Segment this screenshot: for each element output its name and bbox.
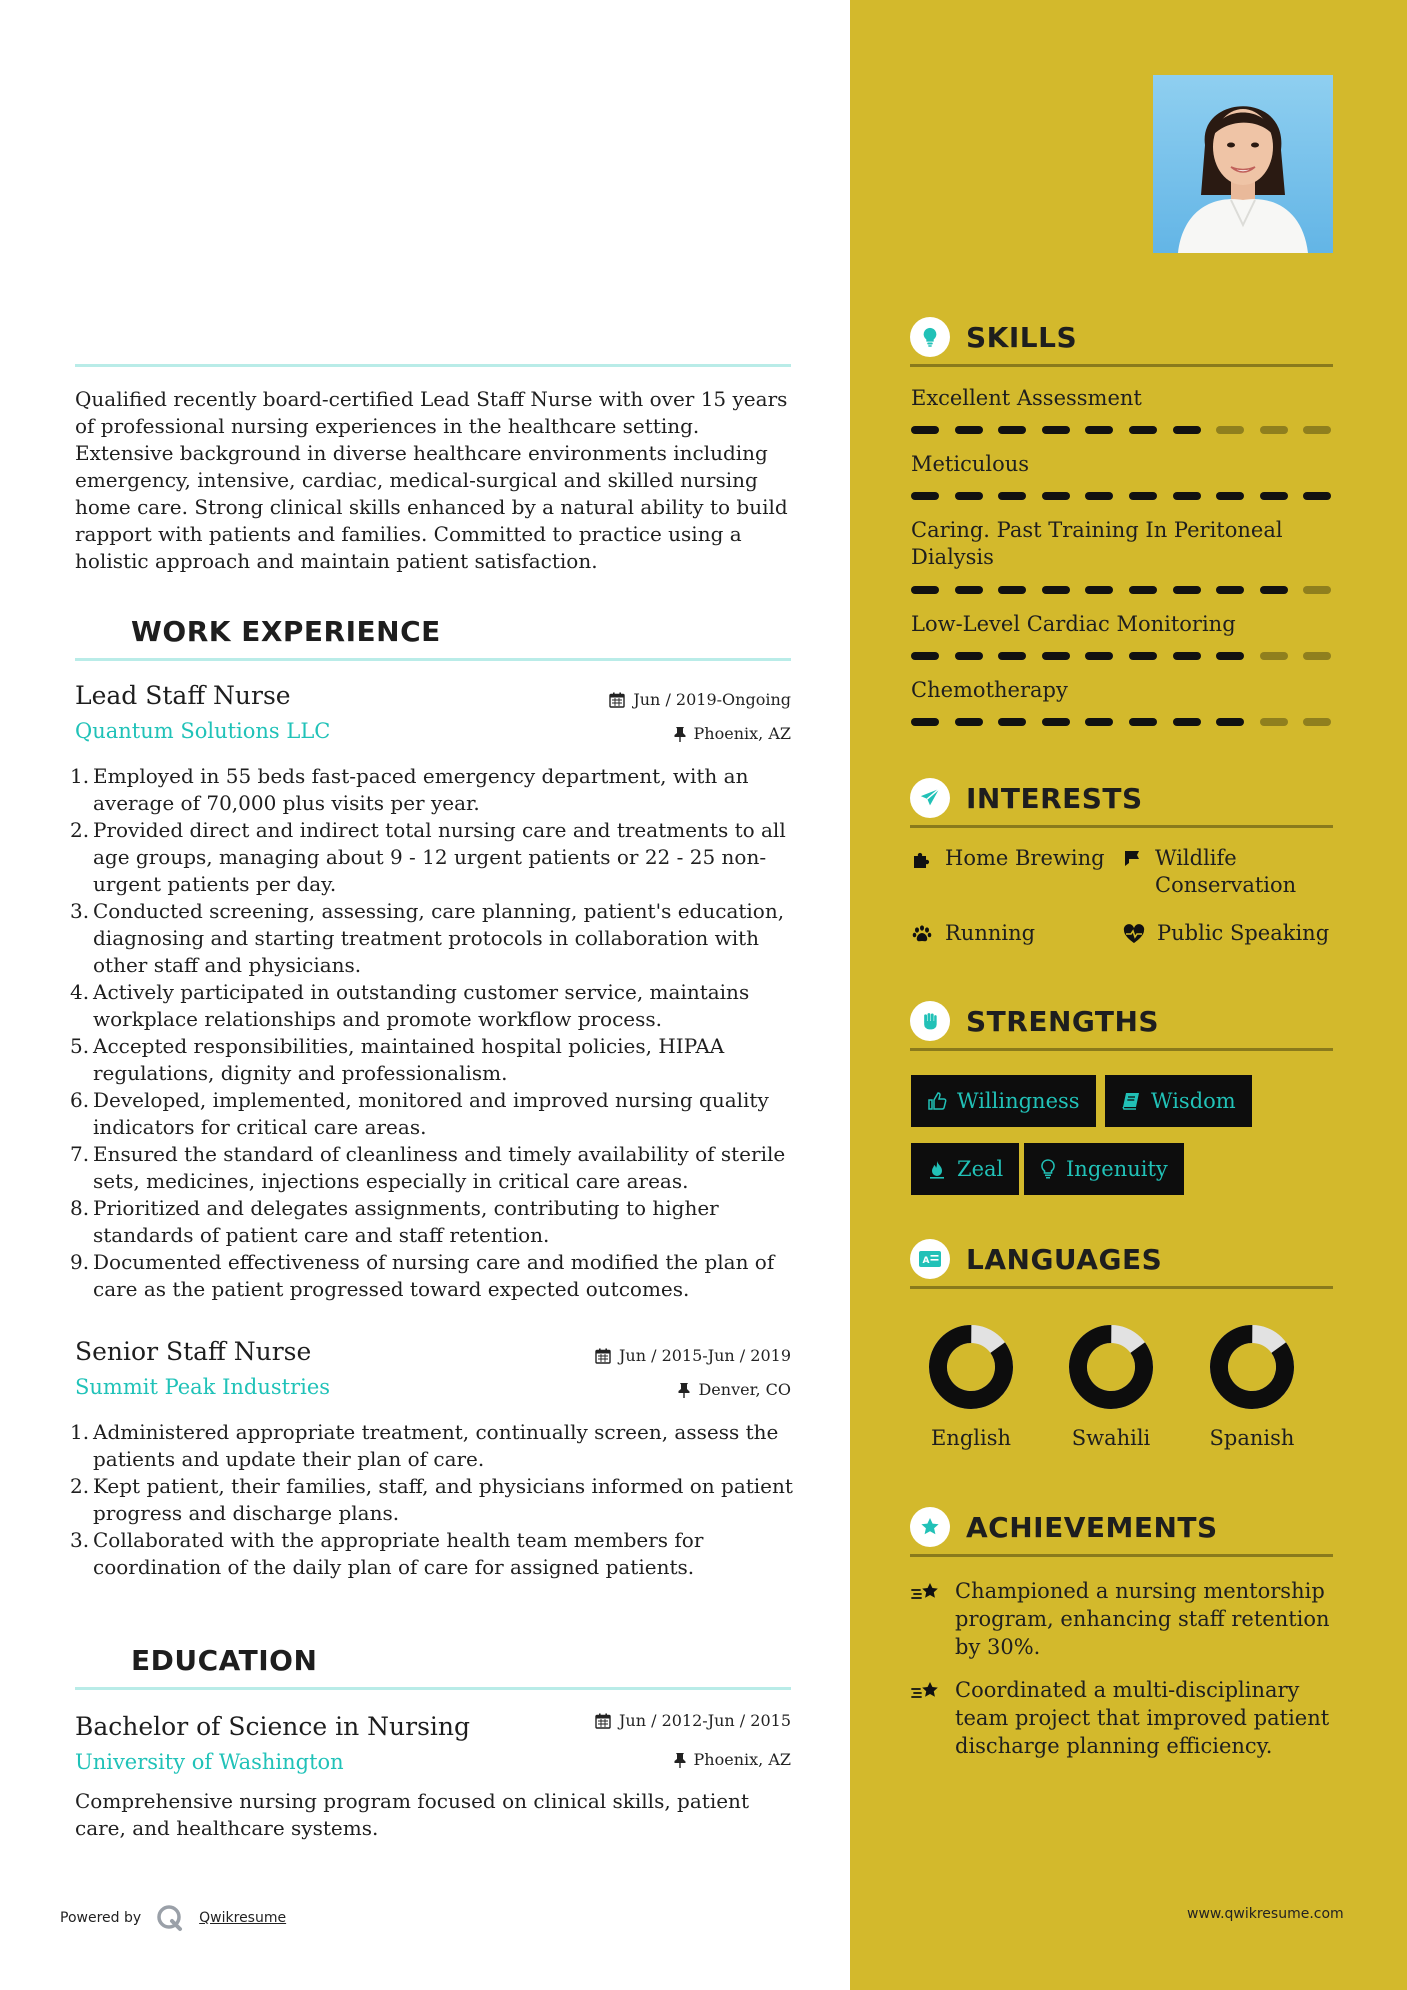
achievement-item: Championed a nursing mentorship program, enhancing staff retention by 30%. <box>911 1577 1331 1661</box>
skill-segment-filled <box>1303 492 1331 500</box>
list-item: 6. Developed, implemented, monitored and improved nursing quality indicators for critical care areas. <box>70 1088 769 1139</box>
skill-segment-filled <box>1173 586 1201 594</box>
flag-icon <box>1123 845 1143 869</box>
skill-segment-filled <box>955 652 983 660</box>
skill-segment-filled <box>1260 586 1288 594</box>
skill-segment-filled <box>1216 586 1244 594</box>
skill-segment-filled <box>1173 718 1201 726</box>
list-item: 3. Conducted screening, assessing, care planning, patient's education, diagnosing and starting treatment protocols in collaboration with other staff and physicians. <box>70 899 785 977</box>
skills-rule <box>910 364 1333 367</box>
pushpin-icon <box>674 1752 686 1768</box>
footer-powered-by: Powered by Qwikresume <box>60 1903 286 1933</box>
strengths-rule <box>910 1048 1333 1051</box>
skill-segment-filled <box>1042 426 1070 434</box>
skill-segment-filled <box>955 586 983 594</box>
skill-level-bar <box>911 426 1333 434</box>
thumbs-up-icon <box>927 1091 947 1111</box>
skill-segment-filled <box>955 718 983 726</box>
skill-segment-empty <box>1303 426 1331 434</box>
skill-segment-filled <box>1173 492 1201 500</box>
skill-segment-filled <box>911 718 939 726</box>
strengths-heading: STRENGTHS <box>910 1001 1159 1041</box>
list-item: 3. Collaborated with the appropriate health team members for coordination of the daily plan of care for assigned patients. <box>70 1528 704 1579</box>
skill-segment-filled <box>1216 492 1244 500</box>
skill-segment-empty <box>1260 718 1288 726</box>
skill-segment-filled <box>911 586 939 594</box>
language-label: Swahili <box>1071 1426 1151 1450</box>
skill-segment-filled <box>1042 586 1070 594</box>
list-item: 1. Employed in 55 beds fast-paced emergency department, with an average of 70,000 plus visits per year. <box>70 764 749 815</box>
profile-photo <box>1153 75 1333 253</box>
skill-segment-filled <box>1085 718 1113 726</box>
education-location: Phoenix, AZ <box>674 1750 791 1769</box>
interests-heading: INTERESTS <box>910 778 1143 818</box>
skill-segment-filled <box>911 492 939 500</box>
pushpin-icon <box>674 726 686 742</box>
skill-level-bar <box>911 652 1333 660</box>
skill-segment-filled <box>1042 492 1070 500</box>
job-1-location: Phoenix, AZ <box>674 724 791 743</box>
skills-heading: SKILLS <box>910 317 1077 357</box>
languages-rule <box>910 1286 1333 1289</box>
star-badge-icon <box>910 1507 950 1547</box>
education-degree: Bachelor of Science in Nursing <box>75 1712 471 1741</box>
skill-segment-filled <box>911 426 939 434</box>
achievements-heading: ACHIEVEMENTS <box>910 1507 1218 1547</box>
list-item: 7. Ensured the standard of cleanliness and timely availability of sterile sets, medicines, injections especially in critical care areas. <box>70 1142 786 1193</box>
skill-segment-filled <box>1173 652 1201 660</box>
skill-segment-filled <box>1085 652 1113 660</box>
skill-segment-filled <box>998 492 1026 500</box>
briefcase-chair-icon <box>75 611 115 651</box>
list-item: 1. Administered appropriate treatment, continually screen, assess the patients and update their plan of care. <box>70 1420 779 1471</box>
skill-segment-empty <box>1216 426 1244 434</box>
skill-segment-filled <box>1042 652 1070 660</box>
experience-heading: WORK EXPERIENCE <box>75 611 441 651</box>
education-school: University of Washington <box>75 1750 344 1774</box>
list-item: 2. Kept patient, their families, staff, and physicians informed on patient progress and discharge plans. <box>70 1474 793 1525</box>
skill-segment-filled <box>1129 652 1157 660</box>
skill-segment-empty <box>1303 718 1331 726</box>
paw-icon <box>911 920 933 944</box>
skill-segment-filled <box>1260 492 1288 500</box>
skill-segment-filled <box>1085 492 1113 500</box>
strength-chip: Ingenuity <box>1024 1143 1184 1195</box>
skill-segment-empty <box>1303 586 1331 594</box>
shooting-star-icon <box>911 1577 943 1661</box>
footer-website[interactable]: www.qwikresume.com <box>1187 1906 1344 1922</box>
skill-segment-filled <box>911 652 939 660</box>
interest-item: Wildlife Conservation <box>1123 845 1338 899</box>
strength-chip: Zeal <box>911 1143 1019 1195</box>
achievement-item: Coordinated a multi-disciplinary team project that improved patient discharge planning efficiency. <box>911 1676 1331 1760</box>
language-icon <box>910 1239 950 1279</box>
skill-name: Low-Level Cardiac Monitoring <box>911 612 1236 636</box>
language-label: English <box>930 1426 1012 1450</box>
summary-rule <box>75 364 791 367</box>
achievements-rule <box>910 1554 1333 1557</box>
skill-level-bar <box>911 718 1333 726</box>
job-1-title: Lead Staff Nurse <box>75 681 291 710</box>
skill-segment-filled <box>955 426 983 434</box>
skill-segment-filled <box>998 718 1026 726</box>
skill-segment-filled <box>998 652 1026 660</box>
skill-segment-filled <box>1129 492 1157 500</box>
skill-segment-filled <box>998 586 1026 594</box>
skill-segment-filled <box>1129 718 1157 726</box>
skill-segment-filled <box>1216 652 1244 660</box>
donut-fill <box>927 1323 1015 1411</box>
flame-icon <box>927 1159 947 1179</box>
language-label: Spanish <box>1209 1426 1295 1450</box>
job-2-location: Denver, CO <box>678 1380 791 1399</box>
skill-name: Excellent Assessment <box>911 386 1142 410</box>
education-rule <box>75 1687 791 1690</box>
svg-text:A: A <box>922 1256 930 1266</box>
job-2-dates: Jun / 2015-Jun / 2019 <box>595 1346 791 1365</box>
skill-name: Chemotherapy <box>911 678 1068 702</box>
skill-name: Meticulous <box>911 452 1030 476</box>
qwikresume-link[interactable]: Qwikresume <box>199 1910 287 1926</box>
paper-plane-icon <box>910 778 950 818</box>
skill-segment-filled <box>1173 426 1201 434</box>
education-dates: Jun / 2012-Jun / 2015 <box>595 1711 791 1730</box>
language-donut <box>927 1323 1015 1411</box>
calendar-icon <box>595 1713 611 1729</box>
shooting-star-icon <box>911 1676 943 1760</box>
job-1-duties <box>70 763 800 1303</box>
job-2-duties <box>70 1419 800 1581</box>
skill-segment-empty <box>1260 652 1288 660</box>
list-item: 2. Provided direct and indirect total nursing care and treatments to all age groups, managing about 9 - 12 urgent patients or 22 - 25 non-urgent patients per day. <box>70 818 786 896</box>
strength-chip: Wisdom <box>1105 1075 1252 1127</box>
calendar-icon <box>609 692 625 708</box>
book-icon <box>1121 1091 1141 1111</box>
donut-fill <box>1067 1323 1155 1411</box>
list-item: 4. Actively participated in outstanding customer service, maintains workplace relationships and promote workflow process. <box>70 980 750 1031</box>
lightbulb-icon <box>910 317 950 357</box>
interest-item: Running <box>911 920 1035 947</box>
education-description: Comprehensive nursing program focused on clinical skills, patient care, and healthcare systems. <box>75 1789 749 1840</box>
interest-item: Public Speaking <box>1123 920 1329 947</box>
job-2-title: Senior Staff Nurse <box>75 1337 312 1366</box>
skill-segment-filled <box>998 426 1026 434</box>
calendar-icon <box>595 1348 611 1364</box>
skill-segment-filled <box>1129 586 1157 594</box>
list-item: 5. Accepted responsibilities, maintained hospital policies, HIPAA regulations, dignity and professionalism. <box>70 1034 725 1085</box>
skill-level-bar <box>911 586 1333 594</box>
skill-segment-filled <box>1129 426 1157 434</box>
fist-icon <box>910 1001 950 1041</box>
job-1-dates: Jun / 2019-Ongoing <box>609 690 791 709</box>
lightbulb-icon <box>1040 1159 1056 1179</box>
language-donut <box>1208 1323 1296 1411</box>
donut-fill <box>1208 1323 1296 1411</box>
interests-rule <box>910 825 1333 828</box>
summary-text: Qualified recently board-certified Lead Staff Nurse with over 15 years of professional nursing experiences in the healthcare setting. Extensive background in diverse healthcare environments including emergency, intensive, cardiac, medical-surgical and skilled nursing home care. Strong clinical skills enhanced by a natural ability to build rapport with patients and families. Committed to practice using a holistic approach and maintain patient satisfaction. <box>75 387 788 573</box>
language-donut <box>1067 1323 1155 1411</box>
job-1-company: Quantum Solutions LLC <box>75 719 331 743</box>
graduate-icon <box>75 1640 115 1680</box>
heartbeat-icon <box>1123 920 1145 944</box>
languages-heading: A LANGUAGES <box>910 1239 1162 1279</box>
education-heading: EDUCATION <box>75 1640 317 1680</box>
experience-rule <box>75 658 791 661</box>
qwikresume-logo-icon <box>155 1903 185 1933</box>
pushpin-icon <box>678 1382 690 1398</box>
skill-name: Caring. Past Training In Peritoneal Dialysis <box>911 518 1283 569</box>
puzzle-icon <box>911 845 933 869</box>
skill-segment-empty <box>1260 426 1288 434</box>
interest-item: Home Brewing <box>911 845 1105 872</box>
skill-segment-filled <box>955 492 983 500</box>
skill-segment-empty <box>1303 652 1331 660</box>
job-2-company: Summit Peak Industries <box>75 1375 331 1399</box>
skill-segment-filled <box>1216 718 1244 726</box>
skill-segment-filled <box>1085 586 1113 594</box>
skill-segment-filled <box>1042 718 1070 726</box>
skill-level-bar <box>911 492 1333 500</box>
strength-chip: Willingness <box>911 1075 1096 1127</box>
skill-segment-filled <box>1085 426 1113 434</box>
list-item: 9. Documented effectiveness of nursing care and modified the plan of care as the patient progressed toward expected outcomes. <box>70 1250 775 1301</box>
list-item: 8. Prioritized and delegates assignments, contributing to higher standards of patient care and staff retention. <box>70 1196 719 1247</box>
